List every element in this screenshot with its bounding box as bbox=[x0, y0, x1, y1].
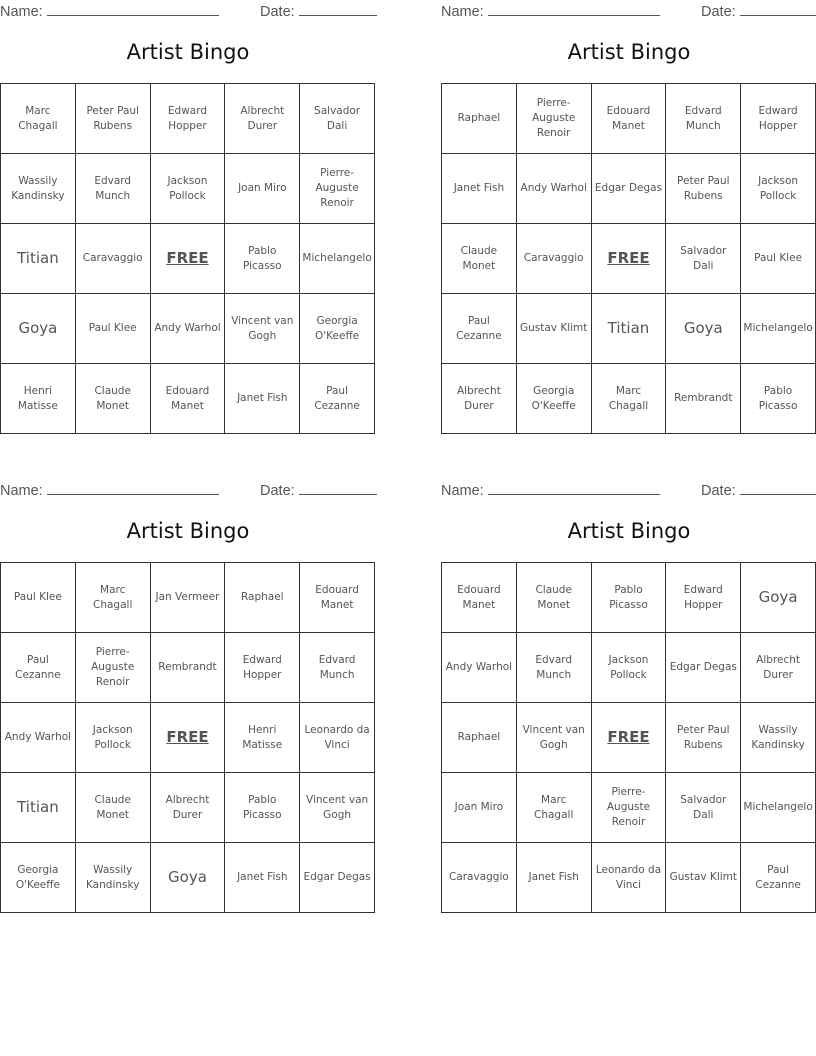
bingo-cell[interactable]: Edvard Munch bbox=[666, 84, 741, 154]
bingo-cell[interactable]: Pablo Picasso bbox=[592, 563, 667, 633]
bingo-card bbox=[441, 479, 816, 891]
name-field[interactable] bbox=[0, 481, 219, 499]
name-blank-line[interactable] bbox=[47, 2, 219, 16]
bingo-cell[interactable]: Michelangelo bbox=[300, 224, 375, 294]
bingo-card bbox=[441, 0, 816, 412]
bingo-cell[interactable]: Janet Fish bbox=[225, 364, 300, 434]
bingo-cell[interactable]: Gustav Klimt bbox=[517, 294, 592, 364]
bingo-cell[interactable]: Janet Fish bbox=[517, 843, 592, 913]
bingo-cell[interactable]: Claude Monet bbox=[442, 224, 517, 294]
bingo-cell[interactable]: Raphael bbox=[442, 84, 517, 154]
bingo-cell[interactable]: Edvard Munch bbox=[76, 154, 151, 224]
bingo-cell[interactable]: Georgia O'Keeffe bbox=[1, 843, 76, 913]
bingo-cell[interactable]: Henri Matisse bbox=[1, 364, 76, 434]
bingo-cell[interactable]: Jackson Pollock bbox=[76, 703, 151, 773]
bingo-cell[interactable]: Claude Monet bbox=[76, 364, 151, 434]
bingo-cell[interactable]: Peter Paul Rubens bbox=[666, 154, 741, 224]
bingo-cell[interactable]: Caravaggio bbox=[517, 224, 592, 294]
bingo-cell[interactable]: Vincent van Gogh bbox=[300, 773, 375, 843]
bingo-cell[interactable]: Jan Vermeer bbox=[151, 563, 226, 633]
bingo-cell[interactable]: Paul Cezanne bbox=[300, 364, 375, 434]
bingo-cell[interactable]: Edouard Manet bbox=[151, 364, 226, 434]
bingo-cell[interactable]: Pablo Picasso bbox=[225, 773, 300, 843]
bingo-cell[interactable]: Pierre-Auguste Renoir bbox=[76, 633, 151, 703]
name-label: Name: bbox=[441, 483, 484, 499]
bingo-cell[interactable]: Edouard Manet bbox=[300, 563, 375, 633]
bingo-cell[interactable]: Peter Paul Rubens bbox=[666, 703, 741, 773]
bingo-cell[interactable]: Titian bbox=[1, 224, 76, 294]
bingo-cell[interactable]: Marc Chagall bbox=[76, 563, 151, 633]
date-field[interactable] bbox=[260, 2, 377, 20]
bingo-cell[interactable]: Goya bbox=[1, 294, 76, 364]
name-label: Name: bbox=[441, 4, 484, 20]
bingo-cell[interactable]: Edgar Degas bbox=[592, 154, 667, 224]
bingo-cell[interactable]: Salvador Dali bbox=[666, 773, 741, 843]
bingo-cell[interactable]: Marc Chagall bbox=[517, 773, 592, 843]
bingo-cell[interactable]: Gustav Klimt bbox=[666, 843, 741, 913]
bingo-grid bbox=[0, 83, 375, 434]
bingo-cell[interactable]: Michelangelo bbox=[741, 294, 816, 364]
free-space-cell[interactable]: FREE bbox=[151, 703, 226, 773]
name-blank-line[interactable] bbox=[488, 481, 660, 495]
bingo-cell[interactable]: Claude Monet bbox=[76, 773, 151, 843]
bingo-cell[interactable]: Michelangelo bbox=[741, 773, 816, 843]
bingo-cell[interactable]: Pablo Picasso bbox=[741, 364, 816, 434]
bingo-grid bbox=[441, 83, 816, 434]
bingo-cell[interactable]: Andy Warhol bbox=[151, 294, 226, 364]
card-title: Artist Bingo bbox=[567, 519, 691, 543]
bingo-cell[interactable]: Paul Klee bbox=[76, 294, 151, 364]
card-header bbox=[441, 0, 816, 22]
bingo-cell[interactable]: Leonardo da Vinci bbox=[592, 843, 667, 913]
bingo-cell[interactable]: Wassily Kandinsky bbox=[741, 703, 816, 773]
bingo-cell[interactable]: Raphael bbox=[442, 703, 517, 773]
bingo-cell[interactable]: Leonardo da Vinci bbox=[300, 703, 375, 773]
name-blank-line[interactable] bbox=[47, 481, 219, 495]
bingo-cell[interactable]: Janet Fish bbox=[225, 843, 300, 913]
bingo-cell[interactable]: Paul Klee bbox=[1, 563, 76, 633]
bingo-cell[interactable]: Paul Klee bbox=[741, 224, 816, 294]
date-label: Date: bbox=[701, 483, 736, 499]
bingo-cell[interactable]: Caravaggio bbox=[442, 843, 517, 913]
date-field[interactable] bbox=[701, 2, 816, 20]
bingo-cell[interactable]: Titian bbox=[1, 773, 76, 843]
bingo-cell[interactable]: Pierre-Auguste Renoir bbox=[517, 84, 592, 154]
bingo-cell[interactable]: Wassily Kandinsky bbox=[76, 843, 151, 913]
bingo-cell[interactable]: Edward Hopper bbox=[225, 633, 300, 703]
date-blank-line[interactable] bbox=[299, 481, 377, 495]
bingo-cell[interactable]: Edvard Munch bbox=[300, 633, 375, 703]
bingo-cell[interactable]: Paul Cezanne bbox=[741, 843, 816, 913]
bingo-cell[interactable]: Paul Cezanne bbox=[442, 294, 517, 364]
name-field[interactable] bbox=[0, 2, 219, 20]
bingo-cell[interactable]: Peter Paul Rubens bbox=[76, 84, 151, 154]
bingo-cell[interactable]: Edgar Degas bbox=[300, 843, 375, 913]
bingo-cell[interactable]: Claude Monet bbox=[517, 563, 592, 633]
card-header bbox=[0, 479, 376, 501]
bingo-cell[interactable]: Vincent van Gogh bbox=[517, 703, 592, 773]
name-field[interactable] bbox=[441, 481, 660, 499]
bingo-cell[interactable]: Rembrandt bbox=[151, 633, 226, 703]
bingo-cell[interactable]: Georgia O'Keeffe bbox=[300, 294, 375, 364]
bingo-cell[interactable]: Goya bbox=[741, 563, 816, 633]
bingo-cell[interactable]: Edvard Munch bbox=[517, 633, 592, 703]
date-blank-line[interactable] bbox=[299, 2, 377, 16]
date-label: Date: bbox=[701, 4, 736, 20]
date-field[interactable] bbox=[701, 481, 816, 499]
name-field[interactable] bbox=[441, 2, 660, 20]
card-header bbox=[0, 0, 376, 22]
bingo-cell[interactable]: Andy Warhol bbox=[1, 703, 76, 773]
date-label: Date: bbox=[260, 4, 295, 20]
name-blank-line[interactable] bbox=[488, 2, 660, 16]
bingo-cell[interactable]: Jackson Pollock bbox=[592, 633, 667, 703]
bingo-cell[interactable]: Edouard Manet bbox=[592, 84, 667, 154]
bingo-cell[interactable]: Joan Miro bbox=[442, 773, 517, 843]
bingo-cell[interactable]: Albrecht Durer bbox=[151, 773, 226, 843]
bingo-cell[interactable]: Titian bbox=[592, 294, 667, 364]
card-title: Artist Bingo bbox=[126, 519, 250, 543]
bingo-cell[interactable]: Henri Matisse bbox=[225, 703, 300, 773]
bingo-cell[interactable]: Rembrandt bbox=[666, 364, 741, 434]
bingo-cell[interactable]: Andy Warhol bbox=[517, 154, 592, 224]
bingo-cell[interactable]: Jackson Pollock bbox=[151, 154, 226, 224]
bingo-cell[interactable]: Edgar Degas bbox=[666, 633, 741, 703]
bingo-card bbox=[0, 479, 376, 891]
free-space-cell[interactable]: FREE bbox=[592, 703, 667, 773]
bingo-cell[interactable]: Edward Hopper bbox=[741, 84, 816, 154]
date-blank-line[interactable] bbox=[740, 481, 816, 495]
bingo-cell[interactable]: Pierre-Auguste Renoir bbox=[592, 773, 667, 843]
bingo-cell[interactable]: Albrecht Durer bbox=[225, 84, 300, 154]
bingo-cell[interactable]: Wassily Kandinsky bbox=[1, 154, 76, 224]
date-blank-line[interactable] bbox=[740, 2, 816, 16]
bingo-cell[interactable]: Salvador Dali bbox=[300, 84, 375, 154]
bingo-grid bbox=[0, 562, 375, 913]
bingo-cell[interactable]: Albrecht Durer bbox=[442, 364, 517, 434]
bingo-cell[interactable]: Vincent van Gogh bbox=[225, 294, 300, 364]
free-space-cell[interactable]: FREE bbox=[592, 224, 667, 294]
bingo-cell[interactable]: Marc Chagall bbox=[592, 364, 667, 434]
bingo-cell[interactable]: Janet Fish bbox=[442, 154, 517, 224]
bingo-cell[interactable]: Edward Hopper bbox=[666, 563, 741, 633]
bingo-cell[interactable]: Goya bbox=[151, 843, 226, 913]
bingo-cell[interactable]: Caravaggio bbox=[76, 224, 151, 294]
bingo-cell[interactable]: Marc Chagall bbox=[1, 84, 76, 154]
card-title: Artist Bingo bbox=[126, 40, 250, 64]
bingo-cell[interactable]: Edward Hopper bbox=[151, 84, 226, 154]
name-label: Name: bbox=[0, 483, 43, 499]
bingo-cell[interactable]: Goya bbox=[666, 294, 741, 364]
bingo-cell[interactable]: Paul Cezanne bbox=[1, 633, 76, 703]
bingo-cell[interactable]: Pierre-Auguste Renoir bbox=[300, 154, 375, 224]
card-header bbox=[441, 479, 816, 501]
date-label: Date: bbox=[260, 483, 295, 499]
free-space-cell[interactable]: FREE bbox=[151, 224, 226, 294]
bingo-cell[interactable]: Pablo Picasso bbox=[225, 224, 300, 294]
date-field[interactable] bbox=[260, 481, 377, 499]
bingo-cell[interactable]: Jackson Pollock bbox=[741, 154, 816, 224]
bingo-cell[interactable]: Andy Warhol bbox=[442, 633, 517, 703]
bingo-cell[interactable]: Edouard Manet bbox=[442, 563, 517, 633]
name-label: Name: bbox=[0, 4, 43, 20]
bingo-grid bbox=[441, 562, 816, 913]
bingo-cell[interactable]: Albrecht Durer bbox=[741, 633, 816, 703]
bingo-cell[interactable]: Raphael bbox=[225, 563, 300, 633]
card-title: Artist Bingo bbox=[567, 40, 691, 64]
bingo-cell[interactable]: Salvador Dali bbox=[666, 224, 741, 294]
bingo-cell[interactable]: Joan Miro bbox=[225, 154, 300, 224]
bingo-card bbox=[0, 0, 376, 412]
bingo-cell[interactable]: Georgia O'Keeffe bbox=[517, 364, 592, 434]
